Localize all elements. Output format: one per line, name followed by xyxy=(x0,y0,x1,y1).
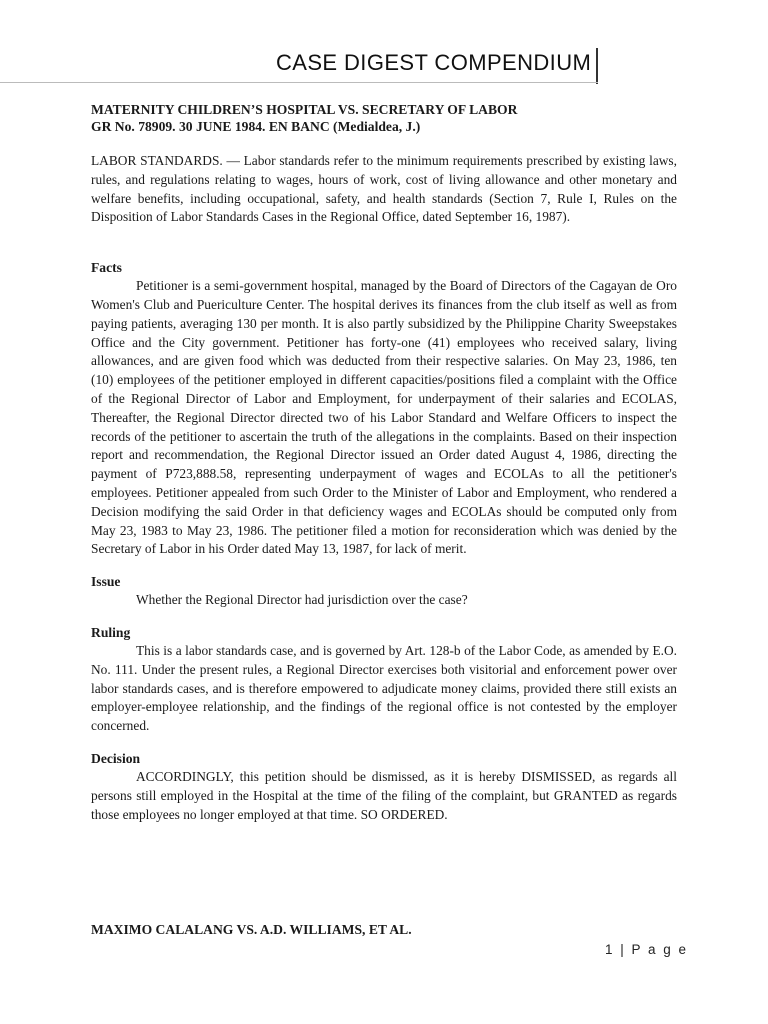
facts-heading: Facts xyxy=(91,260,122,276)
decision-heading: Decision xyxy=(91,750,141,766)
facts-paragraph: Petitioner is a semi-government hospital, managed by the Board of Directors of the Cagayan de Oro Women's Club and Puericulture Center. The hospital derives its finances from the club itself as well as from paying patients, averaging 130 per month. It is also partly subsidized by the Philippine Charity Sweepstakes Office and the City government. Petitioner has forty-one (41) employees who received salary, living allowances, and are given food which was deducted from their respective salaries. On May 23, 1986, ten (10) employees of the petitioner employed in different capacities/positions filed a complaint with the Office of the Regional Director of Labor and Employment, for underpayment of their salaries and ECOLAS, Thereafter, the Regional Director directed two of his Labor Standard and Welfare Officers to inspect the records of the petitioner to ascertain the truth of the allegations in the complaints. Based on their inspection report and recommendation, the Regional Director issued an Order dated August 4, 1986, directing the payment of P723,888.58, representing underpayment of wages and ECOLAs to all the petitioner's employees. Petitioner appealed from such Order to the Minister of Labor and Employment, who rendered a Decision modifying the said Order in that deficiency wages and ECOLAs should be computed only from May 23, 1983 to May 23, 1986. The petitioner filed a motion for reconsideration which was denied by the Secretary of Labor in his Order dated May 13, 1987, for lack of merit. xyxy=(91,278,677,557)
document-body xyxy=(91,101,677,824)
case-title: MATERNITY CHILDREN’S HOSPITAL VS. SECRETARY OF LABOR xyxy=(91,102,518,117)
compendium-title: CASE DIGEST COMPENDIUM xyxy=(276,50,592,75)
doctrine-paragraph: LABOR STANDARDS. — Labor standards refer to the minimum requirements prescribed by existing laws, rules, and regulations relating to wages, hours of work, cost of living allowance and other monetary and welfare benefits, including occupational, safety, and health standards (Section 7, Rule I, Rules on the Disposition of Labor Standards Cases in the Regional Office, dated September 16, 1987). xyxy=(91,153,677,225)
ruling-paragraph: This is a labor standards case, and is governed by Art. 128-b of the Labor Code, as amended by E.O. No. 111. Under the present rules, a Regional Director exercises both visitorial and enforcement power over labor standards cases, and is therefore empowered to adjudicate money claims, provided there still exists an employer-employee relationship, and the findings of the regional office is not contested by the employer concerned. xyxy=(91,642,677,734)
next-case-title: MAXIMO CALALANG VS. A.D. WILLIAMS, ET AL. xyxy=(91,922,412,937)
header-underline xyxy=(0,82,598,83)
decision-paragraph: ACCORDINGLY, this petition should be dismissed, as it is hereby DISMISSED, as regards all persons still employed in the Hospital at the time of the filing of the complaint, but GRANTED as regards those employees no longer employed at that time. SO ORDERED. xyxy=(91,768,677,822)
page-number: 1 | P a g e xyxy=(605,942,689,957)
issue-heading: Issue xyxy=(91,574,121,590)
page-header xyxy=(0,48,768,84)
header-vertical-rule xyxy=(596,48,598,84)
issue-paragraph: Whether the Regional Director had jurisdiction over the case? xyxy=(136,592,468,608)
ruling-heading: Ruling xyxy=(91,624,131,640)
case-citation: GR No. 78909. 30 JUNE 1984. EN BANC (Medialdea, J.) xyxy=(91,119,421,134)
